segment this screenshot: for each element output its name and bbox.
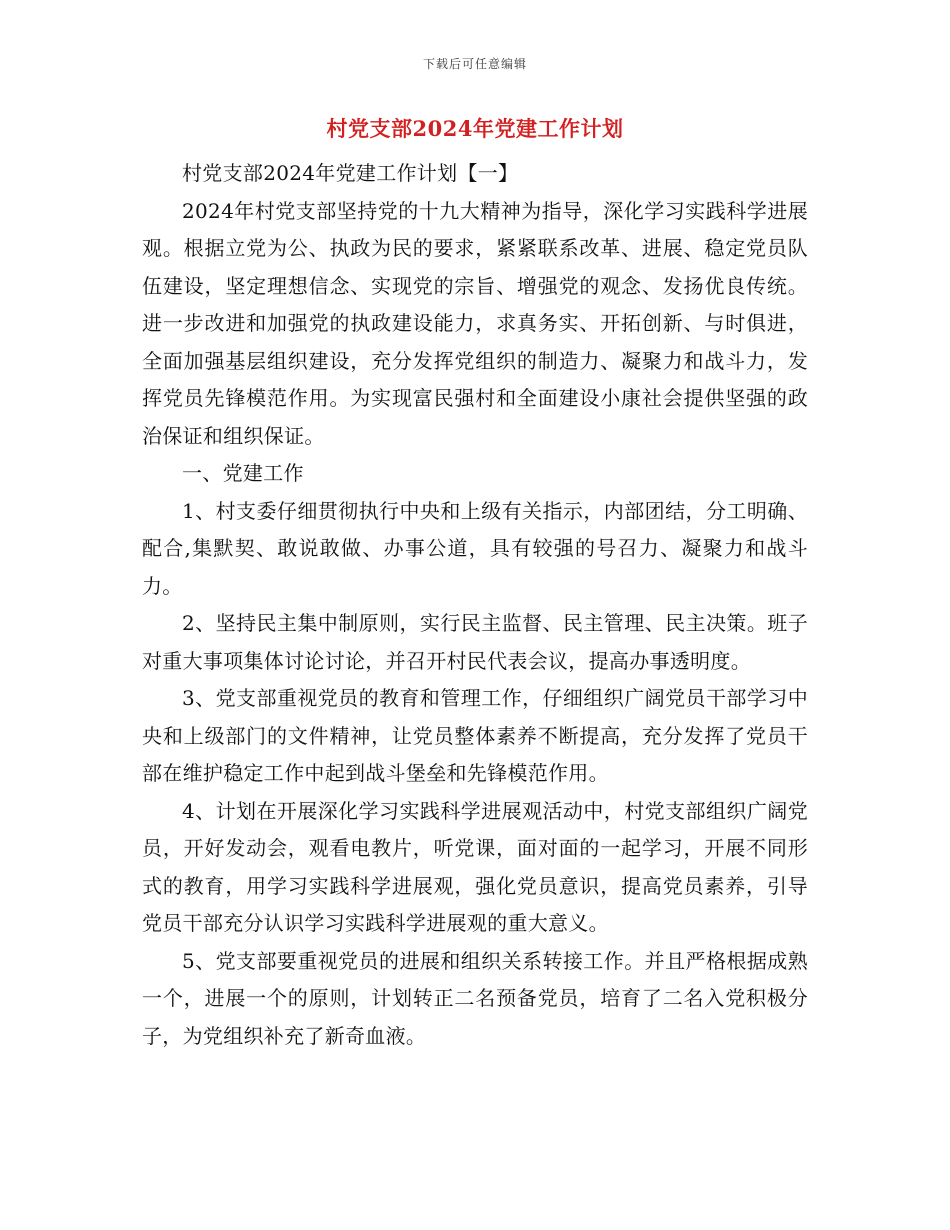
- section-heading-party-building: 一、党建工作: [182, 461, 304, 485]
- list-item-3: 3、党支部重视党员的教育和管理工作，仔细组织广阔党员干部学习中央和上级部门的文件精神，让党员整体素养不断提高，充分发挥了党员干部在维护稳定工作中起到战斗堡垒和先锋模范作用。: [142, 686, 808, 785]
- document-body: [142, 155, 808, 1055]
- section-heading-1: 村党支部2024年党建工作计划【一】: [182, 161, 519, 185]
- list-item-2: 2、坚持民主集中制原则，实行民主监督、民主管理、民主决策。班子对重大事项集体讨论讨论，并召开村民代表会议，提高办事透明度。: [142, 611, 808, 673]
- list-item-4: 4、计划在开展深化学习实践科学进展观活动中，村党支部组织广阔党员，开好发动会，观看电教片，听党课，面对面的一起学习，开展不同形式的教育，用学习实践科学进展观，强化党员意识，提高党员素养，引导党员干部充分认识学习实践科学进展观的重大意义。: [142, 798, 808, 935]
- document-title: 村党支部2024年党建工作计划: [326, 116, 624, 141]
- list-item-1: 1、村支委仔细贯彻执行中央和上级有关指示，内部团结，分工明确、配合,集默契、敢说敢做、办事公道，具有较强的号召力、凝聚力和战斗力。: [142, 498, 808, 598]
- intro-paragraph: 2024年村党支部坚持党的十九大精神为指导，深化学习实践科学进展观。根据立党为公、执政为民的要求，紧紧联系改革、进展、稳定党员队伍建设，坚定理想信念、实现党的宗旨、增强党的观念、发扬优良传统。进一步改进和加强党的执政建设能力，求真务实、开拓创新、与时俱进，全面加强基层组织建设，充分发挥党组织的制造力、凝聚力和战斗力，发挥党员先锋模范作用。为实现富民强村和全面建设小康社会提供坚强的政治保证和组织保证。: [142, 198, 808, 448]
- header-note: 下载后可任意编辑: [422, 57, 527, 71]
- list-item-5: 5、党支部要重视党员的进展和组织关系转接工作。并且严格根据成熟一个，进展一个的原则，计划转正二名预备党员，培育了二名入党积极分子，为党组织补充了新奇血液。: [142, 948, 808, 1048]
